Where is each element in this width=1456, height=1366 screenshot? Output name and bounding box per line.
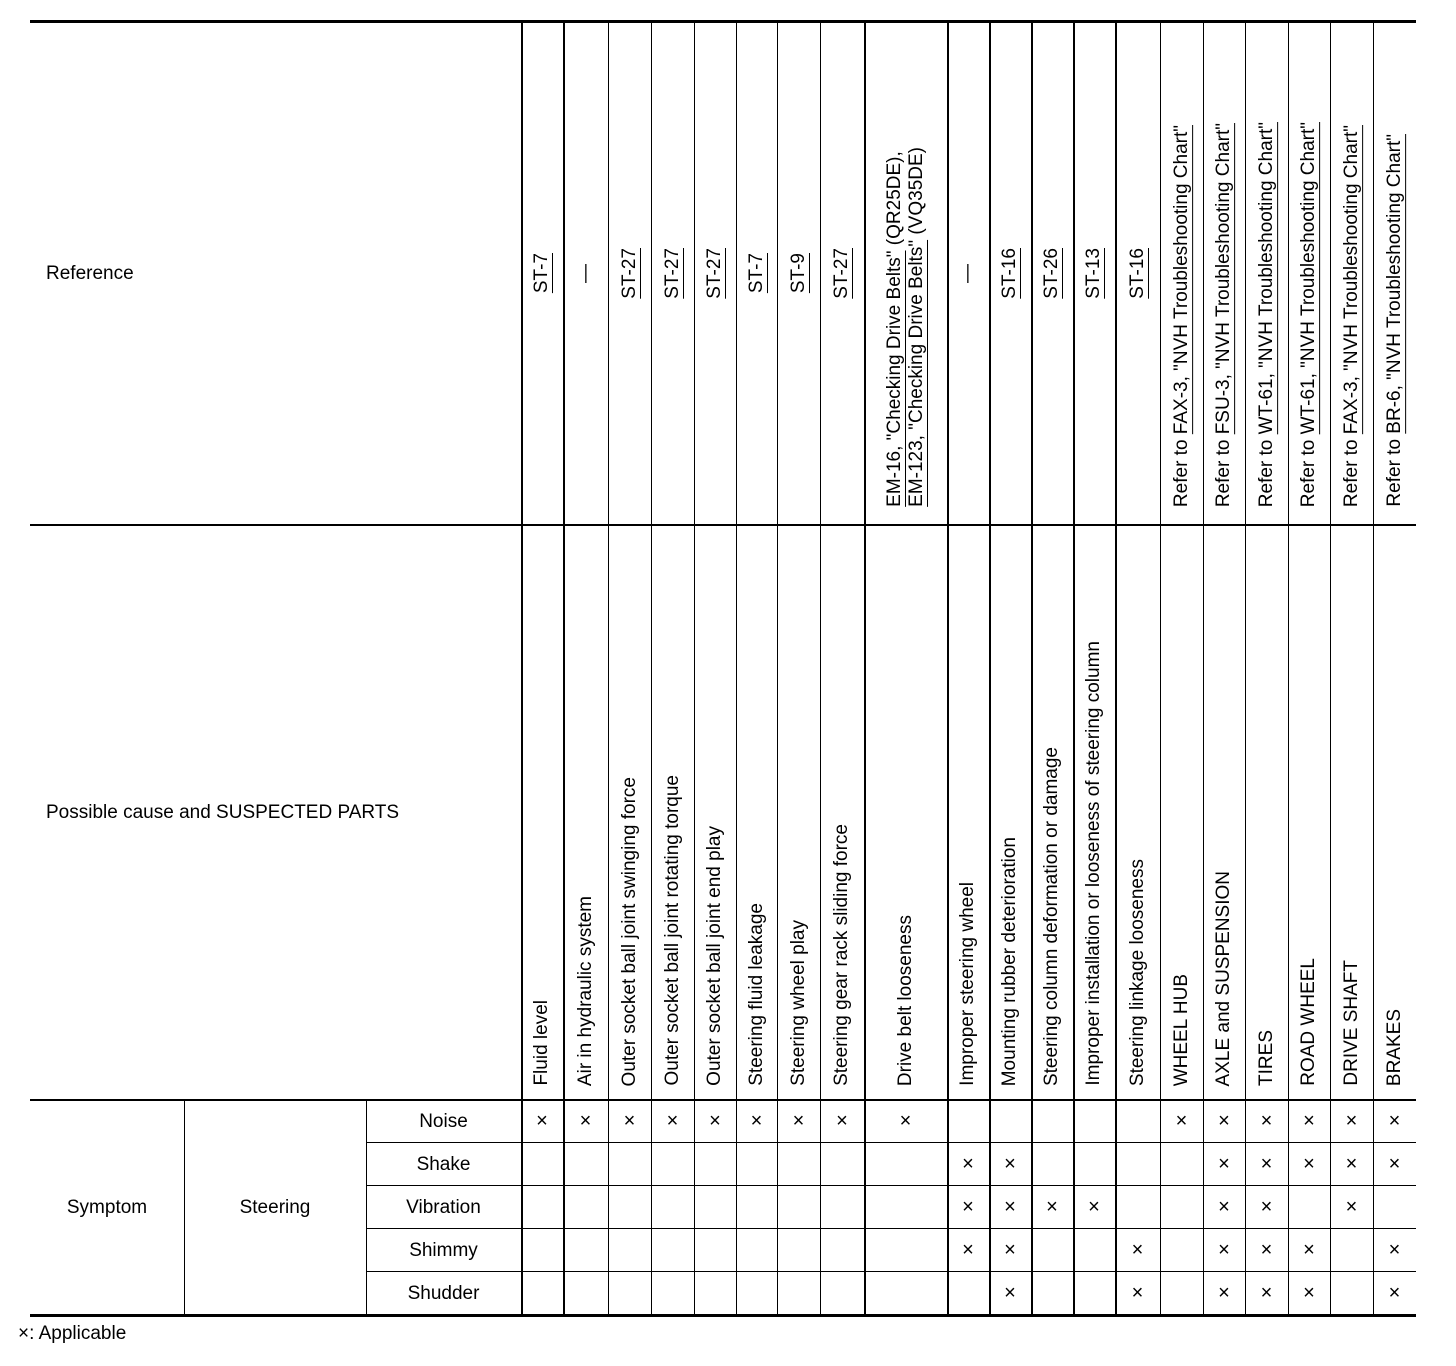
parts-label: Possible cause and SUSPECTED PARTS — [46, 801, 400, 823]
applicable-mark: × — [709, 1110, 721, 1132]
reference-link[interactable]: FAX-3, "NVH Troubleshooting Chart" — [1170, 124, 1192, 435]
applicable-mark: × — [1303, 1153, 1315, 1175]
reference-prefix: Refer to — [1340, 434, 1362, 507]
applicable-mark: × — [1388, 1282, 1401, 1304]
reference-text — [999, 248, 1021, 299]
applicable-mark: × — [1303, 1282, 1315, 1304]
reference-cell — [1203, 22, 1245, 525]
reference-cell — [736, 22, 777, 525]
reference-label: Reference — [46, 262, 134, 284]
applicable-mark: × — [1303, 1110, 1315, 1132]
applicable-mark: × — [579, 1110, 592, 1132]
applicable-mark: × — [792, 1110, 805, 1132]
suspected-part-cell — [1330, 525, 1373, 1100]
parts-header — [30, 525, 521, 1100]
applicable-mark: × — [962, 1196, 974, 1218]
reference-text — [831, 248, 853, 299]
applicable-mark: × — [962, 1239, 974, 1261]
reference-cell — [989, 22, 1031, 525]
reference-link[interactable]: WT-61, "NVH Troubleshooting Chart" — [1298, 121, 1319, 435]
reference-cell — [1288, 22, 1330, 525]
reference-link[interactable]: ST-27 — [618, 248, 640, 299]
suspected-part-label: Improper installation or looseness of steering column — [1083, 641, 1104, 1086]
symptom-header — [30, 1100, 184, 1315]
reference-text — [1256, 122, 1278, 507]
suspected-part-cell — [651, 525, 694, 1100]
suspected-part-cell — [777, 525, 820, 1100]
reference-text — [1083, 248, 1105, 299]
reference-text — [788, 253, 810, 293]
reference-link[interactable]: ST-27 — [704, 248, 725, 299]
reference-cell — [1373, 22, 1416, 525]
suspected-part-label: Steering wheel play — [787, 920, 809, 1086]
reference-cell — [947, 22, 989, 525]
reference-cell — [1115, 22, 1160, 525]
applicable-mark: × — [1218, 1153, 1230, 1175]
suspected-part-label: Steering fluid leakage — [745, 903, 767, 1086]
applicable-mark: × — [962, 1153, 974, 1175]
reference-cell — [1160, 22, 1203, 525]
reference-link[interactable]: ST-16 — [999, 248, 1020, 299]
reference-link[interactable]: WT-61, "NVH Troubleshooting Chart" — [1255, 121, 1277, 435]
reference-cell — [608, 22, 651, 525]
steering-label: Steering — [239, 1196, 311, 1218]
suspected-part-label: WHEEL HUB — [1170, 973, 1192, 1086]
reference-link[interactable]: ST-27 — [661, 248, 683, 299]
reference-cell — [563, 22, 608, 525]
applicable-mark: × — [1046, 1196, 1058, 1218]
suspected-part-label: AXLE and SUSPENSION — [1213, 870, 1234, 1086]
suspected-part-cell — [1373, 525, 1416, 1100]
applicable-mark: × — [1004, 1153, 1016, 1175]
applicable-mark: × — [1088, 1196, 1100, 1218]
applicable-mark: × — [836, 1110, 848, 1132]
suspected-part-cell — [521, 525, 563, 1100]
reference-link[interactable]: ST-7 — [745, 253, 767, 294]
reference-text — [1213, 123, 1235, 507]
reference-link[interactable]: ST-13 — [1083, 248, 1104, 299]
suspected-part-cell — [1073, 525, 1115, 1100]
reference-cell — [777, 22, 820, 525]
reference-prefix: Refer to — [1170, 434, 1192, 507]
reference-none: — — [574, 264, 596, 283]
suspected-part-label: Steering linkage looseness — [1126, 858, 1148, 1086]
applicable-mark: × — [666, 1110, 679, 1132]
reference-link[interactable]: FAX-3, "NVH Troubleshooting Chart" — [1340, 124, 1362, 435]
applicable-mark: × — [1175, 1110, 1188, 1132]
suspected-part-label: Steering gear rack sliding force — [831, 824, 852, 1086]
applicable-mark: × — [1004, 1196, 1016, 1218]
reference-text — [1384, 134, 1406, 507]
column-divider — [184, 1100, 185, 1315]
applicable-mark: × — [623, 1110, 636, 1132]
suspected-part-label: BRAKES — [1383, 1008, 1405, 1086]
reference-link[interactable]: ST-7 — [531, 253, 552, 294]
symptom-row-label: Shimmy — [409, 1239, 478, 1261]
suspected-part-label: Steering column deformation or damage — [1041, 746, 1062, 1086]
suspected-part-cell — [736, 525, 777, 1100]
suspected-part-label: ROAD WHEEL — [1298, 958, 1319, 1086]
reference-link[interactable]: ST-27 — [831, 248, 852, 299]
reference-cell — [694, 22, 736, 525]
reference-text — [619, 248, 641, 299]
reference-text — [531, 253, 553, 293]
symptom-row-label: Shudder — [407, 1282, 480, 1304]
suspected-part-cell — [989, 525, 1031, 1100]
reference-cell — [1073, 22, 1115, 525]
reference-prefix: Refer to — [1213, 434, 1234, 507]
applicable-mark: × — [1345, 1153, 1358, 1175]
symptom-row-label: Shake — [416, 1153, 471, 1175]
reference-cell — [1245, 22, 1288, 525]
reference-text — [704, 248, 726, 299]
reference-cell — [864, 22, 947, 525]
reference-cell — [1330, 22, 1373, 525]
applicable-mark: × — [1260, 1153, 1273, 1175]
suspected-part-cell — [1288, 525, 1330, 1100]
reference-header — [30, 22, 521, 525]
reference-cell — [521, 22, 563, 525]
applicable-mark: × — [1218, 1282, 1230, 1304]
suspected-part-label: Improper steering wheel — [957, 882, 978, 1086]
reference-link[interactable]: ST-9 — [787, 253, 809, 294]
applicable-mark: × — [1218, 1239, 1230, 1261]
applicable-mark: × — [1345, 1196, 1358, 1218]
reference-link[interactable]: EM-123, "Checking Drive Belts" — [905, 240, 927, 507]
reference-prefix: Refer to — [1255, 434, 1277, 507]
suspected-part-cell — [694, 525, 736, 1100]
suspected-part-cell — [1203, 525, 1245, 1100]
suspected-part-label: Outer socket ball joint rotating torque — [661, 775, 683, 1086]
reference-text — [662, 248, 684, 299]
reference-text — [1298, 122, 1320, 507]
applicable-mark: × — [1218, 1196, 1230, 1218]
suspected-part-label: DRIVE SHAFT — [1340, 960, 1362, 1086]
reference-prefix: Refer to — [1383, 434, 1405, 507]
symptom-label: Symptom — [66, 1196, 148, 1218]
reference-link[interactable]: ST-26 — [1041, 248, 1062, 299]
reference-line — [906, 147, 928, 507]
suspected-part-cell — [947, 525, 989, 1100]
footnote: ×: Applicable — [18, 1323, 127, 1344]
suspected-part-label: Fluid level — [531, 1000, 552, 1086]
suspected-part-label: Outer socket ball joint end play — [704, 826, 725, 1086]
suspected-part-cell — [1245, 525, 1288, 1100]
suspected-part-label: Mounting rubber deterioration — [999, 836, 1020, 1086]
reference-text — [746, 253, 768, 293]
reference-text — [1127, 248, 1149, 299]
reference-text — [1341, 125, 1363, 507]
steering-header — [184, 1100, 366, 1315]
reference-link[interactable]: FSU-3, "NVH Troubleshooting Chart" — [1213, 122, 1234, 435]
symptom-row-label: Noise — [419, 1110, 468, 1132]
applicable-mark: × — [1303, 1239, 1315, 1261]
suspected-part-label: TIRES — [1255, 1030, 1277, 1086]
suspected-part-cell — [1115, 525, 1160, 1100]
suspected-part-cell — [1031, 525, 1073, 1100]
applicable-mark: × — [1260, 1110, 1273, 1132]
reference-text — [1041, 248, 1063, 299]
applicable-mark: × — [1388, 1239, 1401, 1261]
reference-text — [575, 264, 597, 283]
reference-cell — [820, 22, 864, 525]
applicable-mark: × — [1260, 1239, 1273, 1261]
reference-text — [1171, 125, 1193, 507]
suspected-part-label: Drive belt looseness — [894, 914, 916, 1086]
applicable-mark: × — [1260, 1196, 1273, 1218]
reference-link[interactable]: BR-6, "NVH Troubleshooting Chart" — [1383, 134, 1405, 435]
applicable-mark: × — [1388, 1153, 1401, 1175]
applicable-mark: × — [1131, 1282, 1144, 1304]
suspected-part-label: Outer socket ball joint swinging force — [618, 776, 640, 1086]
suspected-part-cell — [1160, 525, 1203, 1100]
reference-none: — — [957, 264, 978, 283]
reference-text — [957, 264, 979, 283]
reference-suffix: (VQ35DE) — [905, 147, 927, 241]
reference-cell — [651, 22, 694, 525]
suspected-part-cell — [563, 525, 608, 1100]
applicable-mark: × — [750, 1110, 763, 1132]
applicable-mark: × — [899, 1110, 912, 1132]
applicable-mark: × — [1345, 1110, 1358, 1132]
reference-prefix: Refer to — [1298, 434, 1319, 507]
reference-line — [884, 147, 906, 507]
applicable-mark: × — [1131, 1239, 1144, 1261]
applicable-mark: × — [1388, 1110, 1401, 1132]
applicable-mark: × — [536, 1110, 548, 1132]
suspected-part-label: Air in hydraulic system — [574, 895, 596, 1086]
symptom-row-label: Vibration — [406, 1196, 481, 1218]
applicable-mark: × — [1260, 1282, 1273, 1304]
reference-link[interactable]: EM-16, "Checking Drive Belts" — [883, 250, 905, 507]
suspected-part-cell — [608, 525, 651, 1100]
suspected-part-cell — [820, 525, 864, 1100]
reference-suffix: (QR25DE), — [883, 151, 905, 251]
applicable-mark: × — [1004, 1282, 1016, 1304]
reference-cell — [1031, 22, 1073, 525]
reference-link[interactable]: ST-16 — [1126, 248, 1148, 299]
suspected-part-cell — [864, 525, 947, 1100]
applicable-mark: × — [1218, 1110, 1230, 1132]
applicable-mark: × — [1004, 1239, 1016, 1261]
reference-text — [884, 147, 928, 507]
